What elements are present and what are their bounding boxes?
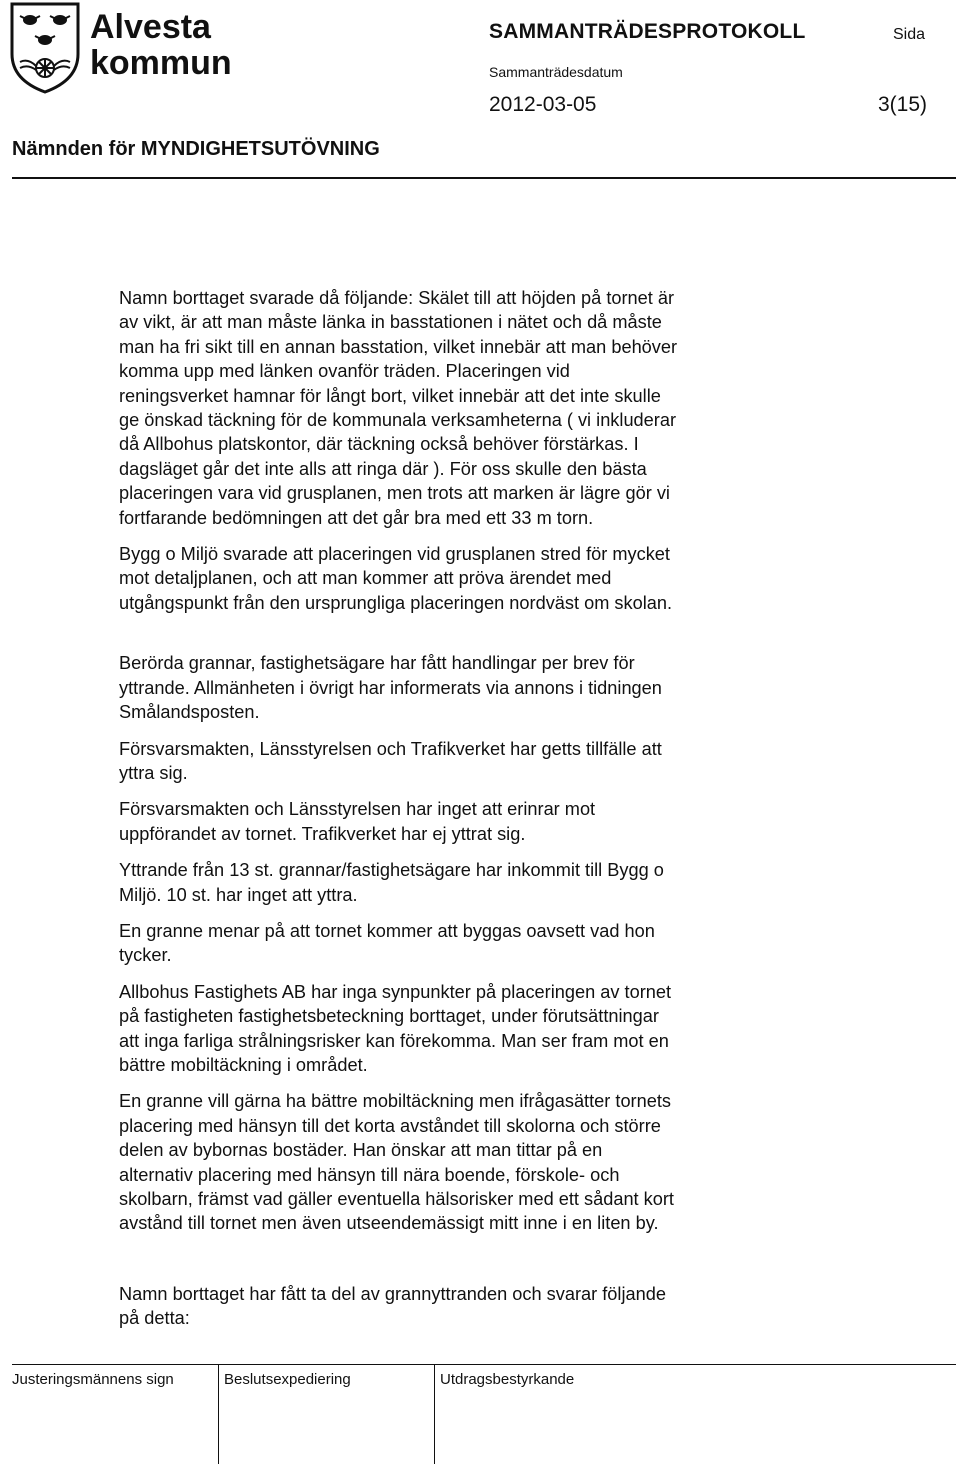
board-name: Nämnden för MYNDIGHETSUTÖVNING — [12, 138, 380, 160]
alvesta-kommun-logo — [6, 0, 246, 96]
paragraph: Bygg o Miljö svarade att placeringen vid grusplanen stred för mycket mot detaljplanen, och att man kommer att pröva ärendet med utgångspunkt från den ursprungliga placeringen nordväst om skolan. — [119, 544, 673, 613]
paragraph: Namn borttaget har fått ta del av grannyttranden och svarar följande på detta: — [119, 1283, 666, 1329]
logo-line2: kommun — [90, 44, 232, 82]
paragraph: Berörda grannar, fastighetsägare har fått handlingar per brev för yttrande. Allmänheten i övrigt har informerats via annons i tidningen Smålandsposten. — [119, 653, 662, 723]
footer-divider — [12, 1364, 956, 1365]
meeting-date-label: Sammanträdesdatum — [489, 64, 623, 80]
footer-extract-label: Utdragsbestyrkande — [440, 1371, 575, 1388]
paragraph: Yttrande från 13 st. grannar/fastighetsägare har inkommit till Bygg o Miljö. 10 st. har inget att yttra. — [119, 860, 664, 905]
paragraph: Namn borttaget svarade då följande: Skälet till att höjden på tornet är av vikt, är att man måste länka in basstationen i nätet och då måste man ha fri sikt till en annan basstation, vilket innebär att man behöver komma upp med länken ovanför träden. Placeringen vid reningsverket hamnar för långt bort, vilket innebär att det inte skulle ge önskad täckning för de kommunala verksamheterna ( vi inkluderar då Allbohus platskontor, där täckning också behöver förstärkas. I dagsläget går det inte alls att ringa där ). För oss skulle den bästa placeringen vara vid grusplanen, men trots att marken är lägre gör vi fortfarande bedömningen att det går bra med ett 33 m torn. — [119, 288, 678, 528]
paragraph: Försvarsmakten och Länsstyrelsen har inget att erinrar mot uppförandet av tornet. Trafikverket har ej yttrat sig. — [119, 799, 596, 844]
footer-column-divider — [434, 1364, 435, 1464]
paragraph: Försvarsmakten, Länsstyrelsen och Trafikverket har getts tillfälle att yttra sig. — [119, 738, 662, 783]
paragraph: En granne menar på att tornet kommer att byggas oavsett vad hon tycker. — [119, 920, 655, 966]
footer-column-divider — [218, 1364, 219, 1464]
document-body — [119, 286, 779, 1331]
paragraph: En granne vill gärna ha bättre mobiltäckning men ifrågasätter tornets placering med hänsyn till det korta avståndet till skolorna och större delen av bybornas bostäder. Han önskar att man tittar på en alternativ placering med hänsyn till nära boende, förskole- och skolbarn, främst vad gäller eventuella hälsorisker med ett sådant kort avstånd till tornet men även utseendemässigt mitt inne i en liten by. — [119, 1091, 674, 1234]
document-title: SAMMANTRÄDESPROTOKOLL — [489, 20, 806, 43]
page-number: 3(15) — [878, 93, 928, 116]
page-label: Sida — [893, 26, 926, 43]
header-divider — [12, 177, 956, 179]
footer-sign-label: Justeringsmännens sign — [12, 1371, 174, 1388]
logo-line1: Alvesta — [90, 8, 211, 46]
municipal-coat-of-arms-icon — [6, 0, 246, 96]
paragraph: Allbohus Fastighets AB har inga synpunkter på placeringen av tornet på fastigheten fastighetsbeteckning borttaget, under förutsättningar att inga farliga strålningsrisker kan förekomma. Man ser fram mot en bättre mobiltäckning i området. — [119, 981, 672, 1075]
footer-dispatch-label: Beslutsexpediering — [224, 1371, 351, 1388]
meeting-date: 2012-03-05 — [489, 93, 597, 116]
